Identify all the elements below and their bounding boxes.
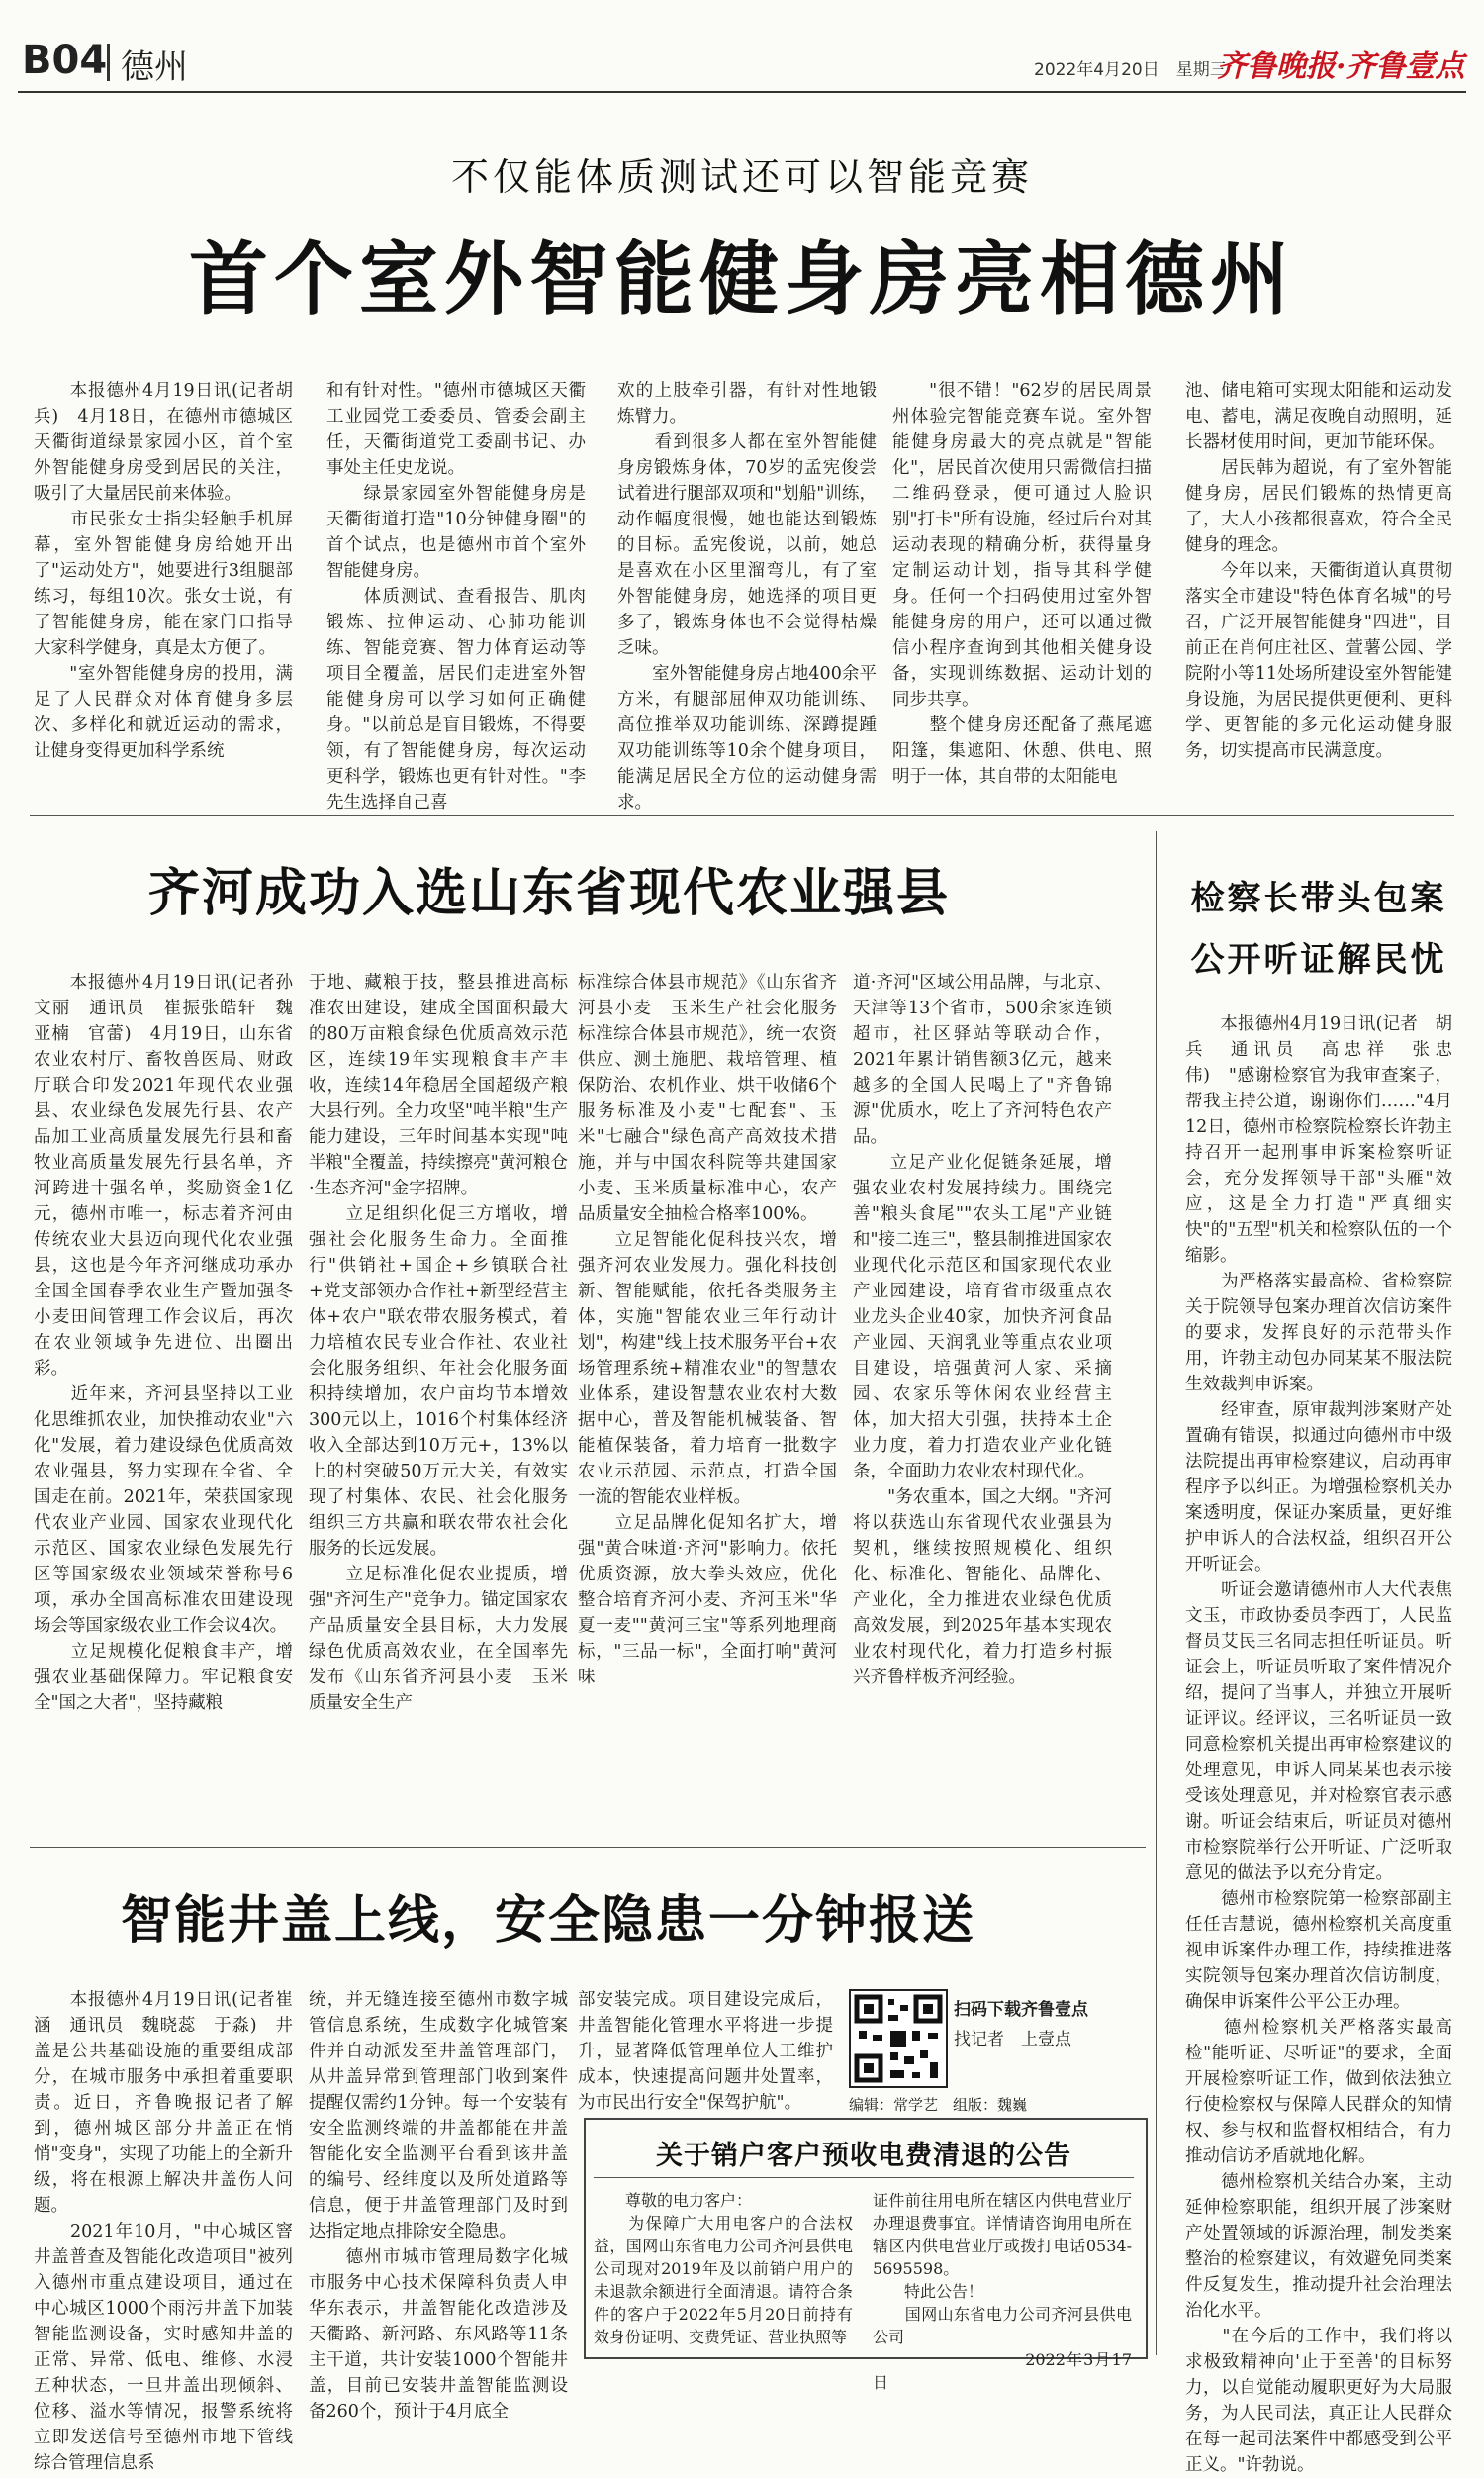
article1-column-4: "很不错！"62岁的居民周景州体验完智能竞赛车说。室外智能健身房最大的亮点就是"智能化"，居民首次使用只需微信扫描二维码登录，便可通过人脸识别"打卡"所有设施，经过后台对其运动表现的精确分析，获得量身定制运动计划，指导其科学健身。任何一个扫码使用过室外智能健身房的用户，还可以通过微信小程序查询到其他相关健身设备，实现训练数据、运动计划的同步共享。 整个健身房还配备了燕尾遮阳篷，集遮阳、休憩、供电、照明于一体，其自带的太阳能电: [892, 381, 1152, 787]
article1-bottom-rule: [30, 815, 1454, 816]
section-divider: [107, 44, 110, 81]
notice-column-2: 证件前往用电所在辖区内供电营业厅办理退费事宜。详情请咨询用电所在辖区内供电营业厅或拨打电话0534-5695598。 特此公告！ 国网山东省电力公司齐河县供电公司 2022年3月17日: [873, 2191, 1132, 2392]
article1-kicker: 不仅能体质测试还可以智能竞赛: [450, 155, 1033, 199]
article4-column-3: 部安装完成。项目建设完成后，井盖智能化管理水平将进一步提升，显著降低管理单位人工维护成本，快速提高问题井处置率，为市民出行安全"保驾护航"。: [578, 1990, 833, 2113]
header-rule: [18, 91, 1466, 93]
right-column-divider: [1156, 831, 1157, 2355]
editor-credit: 编辑：常学艺 组版：魏巍: [849, 2096, 1028, 2114]
notice-title: 关于销户客户预收电费清退的公告: [656, 2141, 1071, 2171]
article3-title-line2: 公开听证解民忧: [1190, 940, 1447, 980]
issue-date: 2022年4月20日 星期三: [1034, 60, 1227, 80]
promo-download-text: 扫码下载齐鲁壹点: [954, 2000, 1088, 2020]
article1-column-2: 和有针对性。"德州市德城区天衢工业园党工委委员、管委会副主任，天衢街道党工委副书记、办事处主任史龙说。 绿景家园室外智能健身房是天衢街道打造"10分钟健身圈"的首个试点，也是德州市首个室外智能健身房。 体质测试、查看报告、肌肉锻炼、拉伸运动、心肺功能训练、智能竞赛、智力体育运动等项目全覆盖，居民们走进室外智能健身房可以学习如何正确健身。"以前总是盲目锻炼，不得要领，有了智能健身房，每次运动更科学，锻炼也更有针对性。"李先生选择自己喜: [326, 381, 586, 812]
article1-column-3: 欢的上肢牵引器，有针对性地锻炼臂力。 看到很多人都在室外智能健身房锻炼身体，70岁的孟宪俊尝试着进行腿部双项和"划船"训练，动作幅度很慢，她也能达到锻炼的目标。孟宪俊说，以前，她总是喜欢在小区里溜弯儿，有了室外智能健身房，她选择的项目更多了，锻炼身体也不会觉得枯燥乏味。 室外智能健身房占地400余平方米，有腿部屈伸双功能训练、高位推举双功能训练、深蹲提踵双功能训练等10余个健身项目，能满足居民全方位的运动健身需求。: [617, 381, 877, 812]
article2-bottom-rule: [30, 1847, 1146, 1848]
article2-column-4: 道·齐河"区域公用品牌，与北京、天津等13个省市，500余家连锁超市，社区驿站等联动合作，2021年累计销售额3亿元，越来越多的全国人民喝上了"齐鲁锦源"优质水，吃上了齐河特色农产品。 立足产业化促链条延展，增强农业农村发展持续力。围绕完善"粮头食尾""农头工尾"产业链和"接二连三"，整县制推进国家农业现代化示范区和国家现代农业产业园建设，培育省市级重点农业龙头企业40家，加快齐河食品产业园、天润乳业等重点农业项目建设，培强黄河人家、采摘园、农家乐等休闲农业经营主体，加大招大引强，扶持本土企业力度，着力打造农业产业化链条，全面助力农业农村现代化。 "务农重本，国之大纲。"齐河将以获选山东省现代农业强县为契机，继续按照规模化、组织化、标准化、智能化、品牌化、产业化，全力推进农业绿色优质高效发展，到2025年基本实现农业农村现代化，着力打造乡村振兴齐鲁样板齐河经验。: [853, 973, 1112, 1687]
article1-column-5: 池、储电箱可实现太阳能和运动发电、蓄电，满足夜晚自动照明，延长器材使用时间，更加节能环保。 居民韩为超说，有了室外智能健身房，居民们锻炼的热情更高了，大人小孩都很喜欢，符合全民健身的理念。 今年以来，天衢街道认真贯彻落实全市建设"特色体育名城"的号召，广泛开展智能健身"四进"，目前正在肖何庄社区、萱薯公园、学院附小等11处场所建设室外智能健身设施，为居民提供更便利、更科学、更智能的多元化运动健身服务，切实提高市民满意度。: [1185, 381, 1452, 761]
article2-column-2: 于地、藏粮于技，整县推进高标准农田建设，建成全国面积最大的80万亩粮食绿色优质高效示范区，连续19年实现粮食丰产丰收，连续14年稳居全国超级产粮大县行列。全力攻坚"吨半粮"生产能力建设，三年时间基本实现"吨半粮"全覆盖，持续擦亮"黄河粮仓·生态齐河"金字招牌。 立足组织化促三方增收，增强社会化服务生命力。全面推行"供销社+国企+乡镇联合社+党支部领办合作社+新型经营主体+农户"联农带农服务模式，着力培植农民专业合作社、农业社会化服务组织、年社会化服务面积持续增加，农户亩均节本增效300元以上，1016个村集体经济收入全部达到10万元+，13%以上的村突破50万元大关，有效实现了村集体、农民、社会化服务组织三方共赢和联农带农社会化服务的长远发展。 立足标准化促农业提质，增强"齐河生产"竞争力。锚定国家农产品质量安全县目标，大力发展绿色优质高效农业，在全国率先发布《山东省齐河县小麦 玉米质量安全生产: [309, 973, 568, 1713]
article1-title: 首个室外智能健身房亮相德州: [189, 233, 1295, 326]
article3-title-line1: 检察长带头包案: [1190, 879, 1447, 918]
notice-title-rule: [594, 2177, 1134, 2178]
article3-column: 本报德州4月19日讯(记者 胡兵 通讯员 高忠祥 张忠伟) "感谢检察官为我审查案子，帮我主持公道，谢谢你们……"4月12日，德州市检察院检察长许勃主持召开一起刑事申诉案检察听证会，充分发挥领导干部"头雁"效应，这是全力打造"严真细实快"的"五型"机关和检察队伍的一个缩影。 为严格落实最高检、省检察院关于院领导包案办理首次信访案件的要求，发挥良好的示范带头作用，许勃主动包办同某某不服法院生效裁判申诉案。 经审查，原审裁判涉案财产处置确有错误，拟通过向德州市中级法院提出再审检察建议，启动再审程序予以纠正。为增强检察机关办案透明度，保证办案质量，更好维护申诉人的合法权益，组织召开公开听证会。 听证会邀请德州市人大代表焦文玉，市政协委员李西丁，人民监督员艾民三名同志担任听证员。听证会上，听证员听取了案件情况介绍，提问了当事人，并独立开展听证评议。经评议，三名听证员一致同意检察机关提出再审检察建议的处理意见，申诉人同某某也表示接受该处理意见，并对检察官表示感谢。听证会结束后，听证员对德州市检察院举行公开听证、广泛听取意见的做法予以充分肯定。 德州市检察院第一检察部副主任任吉慧说，德州检察机关高度重视申诉案件办理工作，持续推进落实院领导包案办理首次信访制度，确保申诉案件公平公正办理。 德州检察机关严格落实最高检"能听证、尽听证"的要求，全面开展检察听证工作，做到依法独立行使检察权与保障人民群众的知情权、参与权和监督权相结合，有力推动信访矛盾就地化解。 德州检察机关结合办案，主动延伸检察职能，组织开展了涉案财产处置领域的诉源治理，制发类案整治的检察建议，有效避免同类案件反复发生，推动提升社会治理法治化水平。 "在今后的工作中，我们将以求极致精神向'止于至善'的目标努力，以自觉能动履职更好为大局服务，为人民司法，真正让人民群众在每一起司法案件中都感受到公平正义。"许勃说。: [1185, 1014, 1452, 2475]
article4-column-2: 统，并无缝连接至德州市数字城管信息系统，生成数字化城管案件并自动派发至井盖管理部门，从井盖异常到管理部门收到案件提醒仅需约1分钟。每一个安装有安全监测终端的井盖都能在井盖智能化安全监测平台看到该井盖的编号、经纬度以及所处道路等信息，便于井盖管理部门及时到达指定地点排除安全隐患。 德州市城市管理局数字化城市服务中心技术保障科负责人申华东表示，井盖智能化改造涉及天衢路、新河路、东风路等11条主干道，共计安装1000个智能井盖，目前已安装井盖智能监测设备260个，预计于4月底全: [309, 1990, 568, 2422]
notice-column-1: 尊敬的电力客户： 为保障广大用电客户的合法权益，国网山东省电力公司齐河县供电公司现对2019年及以前销户用户的未退款余额进行全面清退。请符合条件的客户于2022年5月20日前持有效身份证明、交费凭证、营业执照等: [594, 2191, 853, 2346]
article2-column-1: 本报德州4月19日讯(记者孙文丽 通讯员 崔振张皓轩 魏亚楠 官蕾) 4月19日，山东省农业农村厅、畜牧兽医局、财政厅联合印发2021年现代农业强县、农业绿色发展先行县、农产品加工业高质量发展先行县和畜牧业高质量发展先行县名单，齐河跨进十强名单，奖励资金1亿元，德州市唯一，标志着齐河由传统农业大县迈向现代化农业强县，这也是今年齐河继成功承办全国全国春季农业生产暨加强冬小麦田间管理工作会议后，再次在农业领域争先进位、出圈出彩。 近年来，齐河县坚持以工业化思维抓农业，加快推动农业"六化"发展，着力建设绿色优质高效农业强县，努力实现在全省、全国走在前。2021年，荣获国家现代农业产业园、国家农业现代化示范区、国家农业绿色发展先行区等国家级农业领域荣誉称号6项，承办全国高标准农田建设现场会等国家级农业工作会议4次。 立足规模化促粮食丰产，增强农业基础保障力。牢记粮食安全"国之大者"，坚持藏粮: [34, 973, 293, 1713]
article2-column-3: 标准综合体县市规范》《山东省齐河县小麦 玉米生产社会化服务标准综合体县市规范》，统一农资供应、测土施肥、栽培管理、植保防治、农机作业、烘干收储6个服务标准及小麦"七配套"、玉米"七融合"绿色高产高效技术措施，并与中国农科院等共建国家小麦、玉米质量标准中心，农产品质量安全抽检合格率100%。 立足智能化促科技兴农，增强齐河农业发展力。强化科技创新、智能赋能，依托各类服务主体，实施"智能农业三年行动计划"，构建"线上技术服务平台+农场管理系统+精准农业"的智慧农业体系，建设智慧农业农村大数据中心，普及智能机械装备、智能植保装备，着力培育一批数字农业示范园、示范点，打造全国一流的智能农业样板。 立足品牌化促知名扩大，增强"黄合味道·齐河"影响力。依托优质资源，放大拳头效应，优化整合培育齐河小麦、齐河玉米"华夏一麦""黄河三宝"等系列地理商标，"三品一标"，全面打响"黄河味: [578, 973, 837, 1687]
page-number: B04: [22, 38, 108, 83]
article4-column-1: 本报德州4月19日讯(记者崔涵 通讯员 魏晓蕊 于淼) 井盖是公共基础设施的重要组成部分，在城市服务中承担着重要职责。近日，齐鲁晚报记者了解到，德州城区部分井盖正在悄悄"变身"，实现了功能上的全新升级，将在根源上解决井盖伤人问题。 2021年10月，"中心城区窨井盖普查及智能化改造项目"被列入德州市重点建设项目，通过在中心城区1000个雨污井盖下加装智能监测设备，实时感知井盖的正常、异常、低电、维修、水浸五种状态，一旦井盖出现倾斜、位移、溢水等情况，报警系统将立即发送信号至德州市地下管线综合管理信息系: [34, 1990, 293, 2473]
article4-title: 智能井盖上线，安全隐患一分钟报送: [121, 1890, 976, 1951]
qr-code-icon[interactable]: [849, 1989, 948, 2088]
article1-column-1: 本报德州4月19日讯(记者胡兵) 4月18日，在德州市德城区天衢街道绿景家园小区，首个室外智能健身房受到居民的关注，吸引了大量居民前来体验。 市民张女士指尖轻触手机屏幕，室外智能健身房给她开出了"运动处方"，她要进行3组腿部练习，每组10次。张女士说，有了智能健身房，能在家门口指导大家科学健身，真是太方便了。 "室外智能健身房的投用，满足了人民群众对体育健身多层次、多样化和就近运动的需求，让健身变得更加科学系统: [34, 381, 293, 761]
newspaper-brand-logo: 齐鲁晚报·齐鲁壹点: [1217, 49, 1465, 84]
promo-reporter-text: 找记者 上壹点: [954, 2030, 1071, 2049]
section-name: 德州: [121, 48, 188, 87]
article2-title: 齐河成功入选山东省现代农业强县: [148, 863, 951, 923]
